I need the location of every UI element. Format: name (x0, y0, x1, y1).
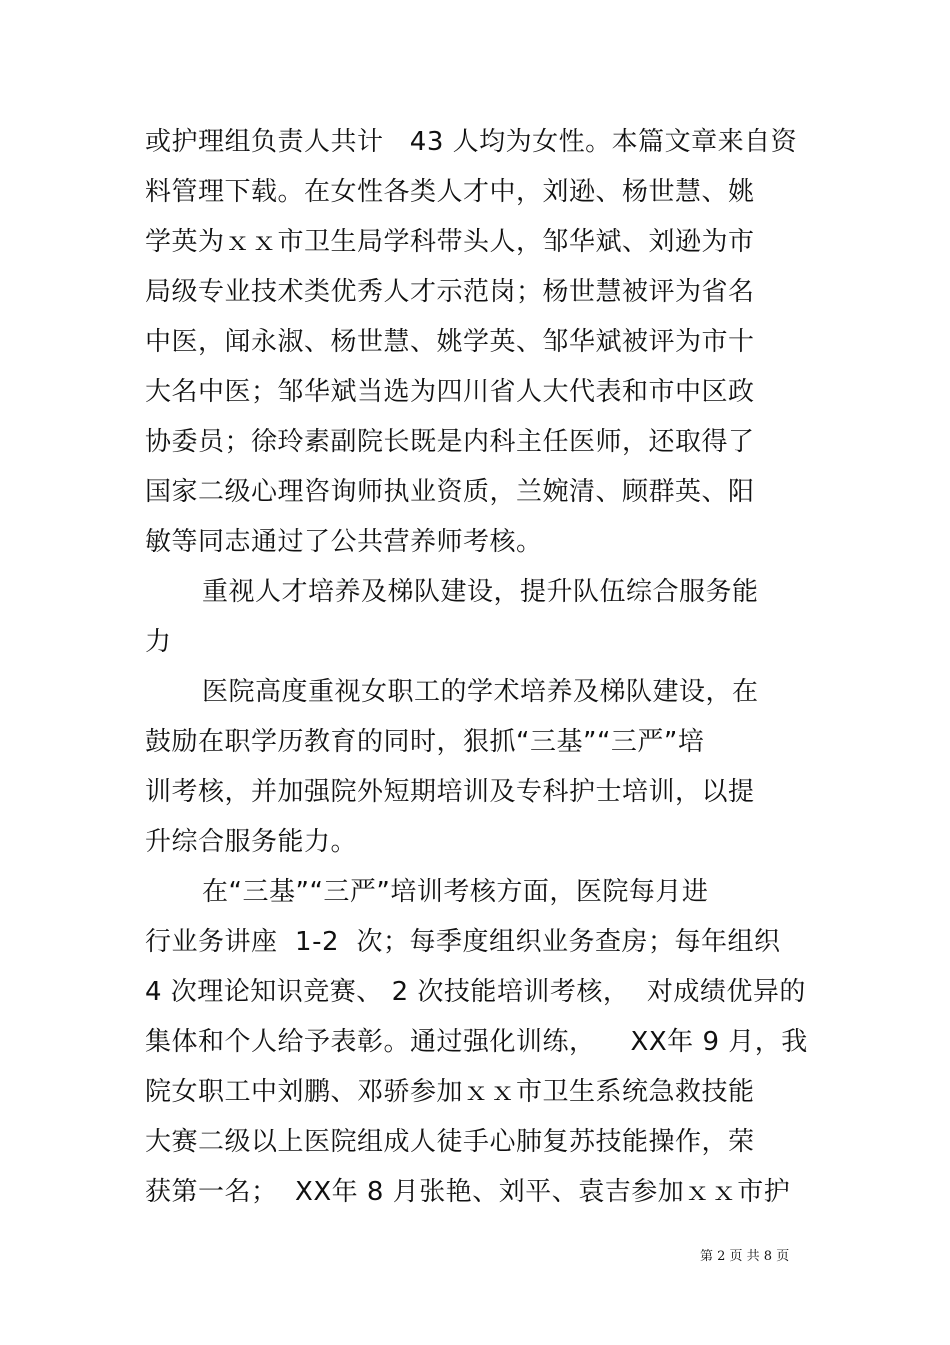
text-line: 鼓励在职学历教育的同时，狠抓“三基”“三严”培 (145, 727, 705, 757)
text-line: 4 次理论知识竞赛、 2 次技能培训考核， 对成绩优异的 (145, 977, 806, 1007)
section-heading-continued: 力 (145, 627, 172, 657)
text-line: 中医，闻永淑、杨世慧、姚学英、邹华斌被评为市十 (145, 327, 755, 357)
page-number-footer: 第 2 页 共 8 页 (700, 1249, 790, 1264)
text-line: 敏等同志通过了公共营养师考核。 (145, 527, 543, 557)
text-line: 获第一名； XX年 8 月张艳、刘平、袁吉参加ｘｘ市护 (145, 1177, 791, 1207)
text-line: 大名中医；邹华斌当选为四川省人大代表和市中区政 (145, 377, 755, 407)
text-line: 料管理下载。在女性各类人才中，刘逊、杨世慧、姚 (145, 177, 755, 207)
text-line: 院女职工中刘鹏、邓骄参加ｘｘ市卫生系统急救技能 (145, 1077, 755, 1107)
text-line: 协委员；徐玲素副院长既是内科主任医师，还取得了 (145, 427, 755, 457)
text-line: 训考核，并加强院外短期培训及专科护士培训，以提 (145, 777, 755, 807)
text-line: 国家二级心理咨询师执业资质，兰婉清、顾群英、阳 (145, 477, 755, 507)
text-line: 医院高度重视女职工的学术培养及梯队建设，在 (202, 677, 759, 707)
text-line: 行业务讲座 1-2 次；每季度组织业务查房；每年组织 (145, 927, 781, 957)
text-line: 学英为ｘｘ市卫生局学科带头人，邹华斌、刘逊为市 (145, 227, 755, 257)
section-heading: 重视人才培养及梯队建设，提升队伍综合服务能 (202, 577, 759, 607)
text-line: 局级专业技术类优秀人才示范岗；杨世慧被评为省名 (145, 277, 755, 307)
text-line: 或护理组负责人共计 43 人均为女性。本篇文章来自资 (145, 127, 798, 157)
text-line: 升综合服务能力。 (145, 827, 358, 857)
text-line: 大赛二级以上医院组成人徒手心肺复苏技能操作，荣 (145, 1127, 755, 1157)
text-line: 在“三基”“三严”培训考核方面，医院每月进 (202, 877, 709, 907)
text-line: 集体和个人给予表彰。通过强化训练， XX年 9 月，我 (145, 1027, 808, 1057)
